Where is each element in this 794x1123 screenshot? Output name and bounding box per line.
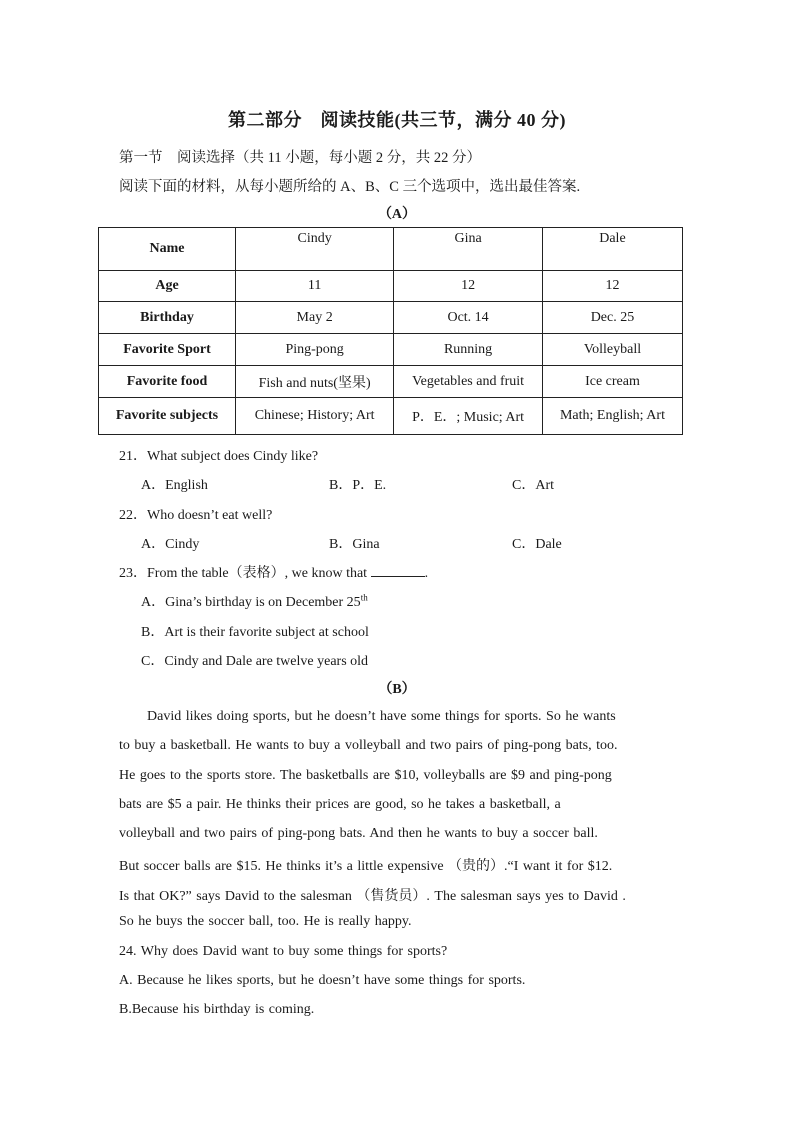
table-cell: P．E．; Music; Art — [394, 398, 543, 435]
question-22-option-a: A．Cindy — [141, 537, 200, 552]
row-header: Favorite Sport — [99, 334, 236, 366]
passage-b-line: So he buys the soccer ball, too. He is really happy. — [119, 914, 412, 929]
section-line: 第一节 阅读选择（共 11 小题，每小题 2 分，共 22 分） — [119, 150, 481, 166]
row-header: Favorite subjects — [99, 398, 236, 435]
table-cell: 12 — [394, 271, 543, 302]
table-cell: Vegetables and fruit — [394, 366, 543, 398]
question-21-option-b: B．P．E. — [329, 478, 387, 493]
table-cell: 11 — [236, 271, 394, 302]
table-cell: Cindy — [236, 228, 394, 271]
table-cell: May 2 — [236, 302, 394, 334]
passage-b-line: David likes doing sports, but he doesn’t have some things for sports. So he wants — [147, 709, 616, 724]
question-23-option-b: B．Art is their favorite subject at school — [141, 625, 369, 640]
row-header: Age — [99, 271, 236, 302]
question-23-stem-end: . — [424, 566, 429, 581]
ordinal-suffix: th — [360, 592, 368, 603]
table-row — [99, 366, 683, 398]
table-cell: Running — [394, 334, 543, 366]
passage-b-line: bats are $5 a pair. He thinks their prices are good, so he takes a basketball, a — [119, 797, 561, 812]
table-cell: Gina — [394, 228, 543, 271]
question-22-option-c: C．Dale — [512, 537, 562, 552]
part-title: 第二部分 阅读技能(共三节，满分 40 分) — [228, 110, 566, 130]
table-cell: Dec. 25 — [542, 302, 682, 334]
table-row — [99, 228, 683, 271]
row-header: Favorite food — [99, 366, 236, 398]
table-row — [99, 302, 683, 334]
info-table — [98, 227, 683, 435]
table-row — [99, 398, 683, 435]
question-21-option-c: C．Art — [512, 478, 554, 493]
table-cell: Fish and nuts(坚果) — [236, 366, 394, 398]
instruction-line: 阅读下面的材料，从每小题所给的 A、B、C 三个选项中，选出最佳答案. — [119, 179, 581, 195]
passage-b-line: to buy a basketball. He wants to buy a volleyball and two pairs of ping-pong bats, too. — [119, 738, 618, 753]
passage-b-line: He goes to the sports store. The basketballs are $10, volleyballs are $9 and ping-pong — [119, 768, 612, 783]
passage-b-line: But soccer balls are $15. He thinks it’s a little expensive （贵的）.“I want it for $12. — [119, 859, 613, 874]
table-cell: Oct. 14 — [394, 302, 543, 334]
question-22-option-b: B．Gina — [329, 537, 380, 552]
passage-b-line: volleyball and two pairs of ping-pong bats. And then he wants to buy a soccer ball. — [119, 826, 598, 841]
answer-blank — [371, 564, 425, 577]
question-21-option-a: A．English — [141, 478, 208, 493]
row-header: Name — [99, 228, 236, 271]
question-23-stem — [119, 562, 428, 582]
question-23-option-a-text: A．Gina’s birthday is on December 25 — [141, 595, 361, 610]
question-23-option-a — [141, 591, 368, 611]
question-24-stem: 24. Why does David want to buy some things for sports? — [119, 944, 448, 959]
table-cell: Volleyball — [542, 334, 682, 366]
table-cell: 12 — [542, 271, 682, 302]
row-header: Birthday — [99, 302, 236, 334]
table-cell: Math; English; Art — [542, 398, 682, 435]
question-23-option-c: C．Cindy and Dale are twelve years old — [141, 654, 369, 669]
table-row — [99, 271, 683, 302]
question-21-stem: 21．What subject does Cindy like? — [119, 449, 319, 464]
passage-b-label: （B） — [378, 682, 416, 697]
table-cell: Chinese; History; Art — [236, 398, 394, 435]
table-cell: Ping-pong — [236, 334, 394, 366]
passage-a-label: （A） — [377, 207, 417, 222]
passage-b-line: Is that OK?” says David to the salesman （售货员）. The salesman says yes to David . — [119, 889, 626, 904]
question-22-stem: 22．Who doesn’t eat well? — [119, 508, 273, 523]
question-24-option-a: A. Because he likes sports, but he doesn’t have some things for sports. — [119, 973, 526, 988]
table-cell: Dale — [542, 228, 682, 271]
table-cell: Ice cream — [542, 366, 682, 398]
question-23-stem-text: 23．From the table（表格）, we know that — [119, 566, 368, 581]
question-24-option-b: B.Because his birthday is coming. — [119, 1002, 315, 1017]
table-row — [99, 334, 683, 366]
